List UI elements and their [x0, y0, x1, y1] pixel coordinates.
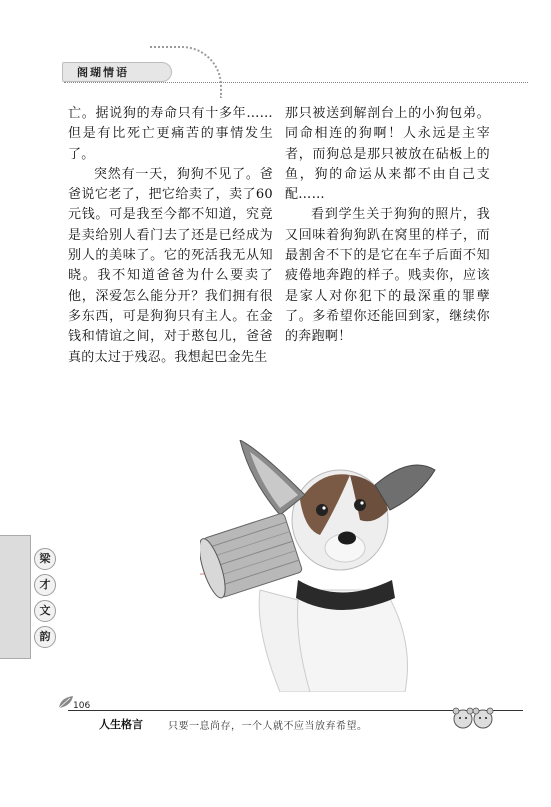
- section-header-tab: 阁瑚情语: [62, 62, 172, 82]
- dog-with-tin-can-photo: [200, 440, 450, 692]
- side-tab-char: 文: [34, 600, 56, 622]
- tin-can: [200, 513, 303, 601]
- motto-text: 只要一息尚存，一个人就不应当放弃希望。: [168, 721, 368, 732]
- paragraph: 那只被送到解剖台上的小狗包弟。同命相连的狗啊！人永远是主宰者，而狗总是那只被放在砧板上的鱼，狗的命运从来都不由自己支配……: [285, 106, 490, 203]
- paragraph: 突然有一天，狗狗不见了。爸爸说它老了，把它给卖了，卖了60元钱。可是我至今都不知道，究竟是卖给别人看门去了还是已经成为别人的美味了。它的死活我无从知晓。我不知道爸爸为什么要卖了他，深爱怎么能分开？我们拥有很多东西，可是狗狗只有主人。在金钱和情谊之间，对于憨包儿，爸爸真的太过于残忍。我想起巴金先生: [68, 166, 273, 365]
- paragraph: 亡。据说狗的寿命只有十多年……但是有比死亡更痛苦的事情发生了。: [68, 106, 273, 162]
- leaf-icon: [58, 695, 74, 709]
- side-section-tab: [0, 535, 31, 659]
- side-tab-char: 才: [34, 574, 56, 596]
- side-tab-char: 梁: [34, 548, 56, 570]
- header-divider: [64, 82, 528, 83]
- paragraph: 看到学生关于狗狗的照片，我又回味着狗狗趴在窝里的样子，而最割舍不下的是它在车子后面不知疲倦地奔跑的样子。贱卖你，应该是家人对你犯下的最深重的罪孽了。多希望你还能回到家，继续你的奔跑啊！: [285, 207, 490, 345]
- right-text-column: [285, 104, 490, 348]
- side-tab-char: 韵: [34, 626, 56, 648]
- motto-title: 人生格言: [99, 718, 143, 731]
- bear-icon: [452, 706, 494, 732]
- left-text-column: [68, 104, 273, 368]
- page-number: 106: [73, 701, 91, 711]
